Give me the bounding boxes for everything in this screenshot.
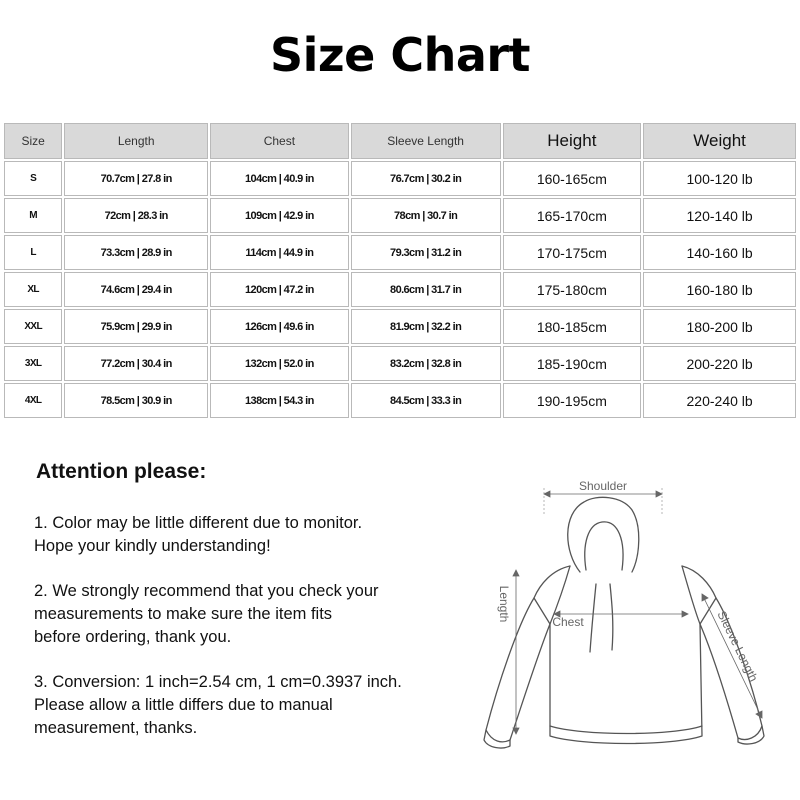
- table-row: [4, 309, 796, 344]
- cell-size: 3XL: [4, 346, 62, 381]
- cell-height: 185-190cm: [503, 346, 642, 381]
- cell-height: 160-165cm: [503, 161, 642, 196]
- cell-size: XL: [4, 272, 62, 307]
- hoodie-measurement-diagram: [462, 474, 792, 774]
- size-chart-table: [2, 121, 798, 420]
- cell-chest: 120cm | 47.2 in: [210, 272, 349, 307]
- note-measurement: 2. We strongly recommend that you check your measurements to make sure the item fits before ordering, thank you.: [34, 582, 379, 646]
- note-color: 1. Color may be little different due to monitor. Hope your kindly understanding!: [34, 514, 363, 555]
- cell-chest: 138cm | 54.3 in: [210, 383, 349, 418]
- cell-chest: 126cm | 49.6 in: [210, 309, 349, 344]
- cell-size: L: [4, 235, 62, 270]
- cell-sleeve-length: 84.5cm | 33.3 in: [351, 383, 501, 418]
- cell-sleeve-length: 78cm | 30.7 in: [351, 198, 501, 233]
- cell-size: XXL: [4, 309, 62, 344]
- cell-height: 180-185cm: [503, 309, 642, 344]
- cell-height: 165-170cm: [503, 198, 642, 233]
- cell-weight: 160-180 lb: [643, 272, 796, 307]
- header-chest: Chest: [210, 123, 349, 159]
- cell-chest: 104cm | 40.9 in: [210, 161, 349, 196]
- cell-sleeve-length: 81.9cm | 32.2 in: [351, 309, 501, 344]
- table-row: [4, 383, 796, 418]
- table-row: [4, 272, 796, 307]
- shoulder-label: Shoulder: [578, 479, 628, 493]
- table-row: [4, 235, 796, 270]
- cell-weight: 140-160 lb: [643, 235, 796, 270]
- header-length: Length: [64, 123, 208, 159]
- cell-height: 190-195cm: [503, 383, 642, 418]
- cell-weight: 200-220 lb: [643, 346, 796, 381]
- cell-weight: 100-120 lb: [643, 161, 796, 196]
- cell-sleeve-length: 76.7cm | 30.2 in: [351, 161, 501, 196]
- chest-label: Chest: [552, 615, 584, 629]
- cell-weight: 120-140 lb: [643, 198, 796, 233]
- table-header-row: [4, 123, 796, 159]
- cell-size: 4XL: [4, 383, 62, 418]
- header-size: Size: [4, 123, 62, 159]
- cell-weight: 220-240 lb: [643, 383, 796, 418]
- cell-length: 72cm | 28.3 in: [64, 198, 208, 233]
- table-row: [4, 346, 796, 381]
- attention-notes: [34, 512, 464, 762]
- cell-size: S: [4, 161, 62, 196]
- table-row: [4, 161, 796, 196]
- cell-height: 175-180cm: [503, 272, 642, 307]
- header-weight: Weight: [643, 123, 796, 159]
- page-title: Size Chart: [269, 28, 531, 82]
- cell-weight: 180-200 lb: [643, 309, 796, 344]
- header-sleeve-length: Sleeve Length: [351, 123, 501, 159]
- cell-length: 70.7cm | 27.8 in: [64, 161, 208, 196]
- cell-chest: 132cm | 52.0 in: [210, 346, 349, 381]
- cell-chest: 109cm | 42.9 in: [210, 198, 349, 233]
- note-conversion: 3. Conversion: 1 inch=2.54 cm, 1 cm=0.3937 inch. Please allow a little differs due to manual measurement, thanks.: [34, 673, 402, 737]
- cell-length: 77.2cm | 30.4 in: [64, 346, 208, 381]
- header-height: Height: [503, 123, 642, 159]
- attention-title: Attention please:: [36, 460, 207, 483]
- sleeve-length-label: Sleeve Length: [714, 608, 761, 684]
- cell-length: 74.6cm | 29.4 in: [64, 272, 208, 307]
- table-row: [4, 198, 796, 233]
- cell-height: 170-175cm: [503, 235, 642, 270]
- cell-sleeve-length: 80.6cm | 31.7 in: [351, 272, 501, 307]
- cell-sleeve-length: 79.3cm | 31.2 in: [351, 235, 501, 270]
- cell-size: M: [4, 198, 62, 233]
- cell-length: 78.5cm | 30.9 in: [64, 383, 208, 418]
- cell-sleeve-length: 83.2cm | 32.8 in: [351, 346, 501, 381]
- length-label: Length: [497, 585, 511, 623]
- cell-length: 73.3cm | 28.9 in: [64, 235, 208, 270]
- cell-chest: 114cm | 44.9 in: [210, 235, 349, 270]
- sleeve-length-arrow: [702, 594, 762, 718]
- cell-length: 75.9cm | 29.9 in: [64, 309, 208, 344]
